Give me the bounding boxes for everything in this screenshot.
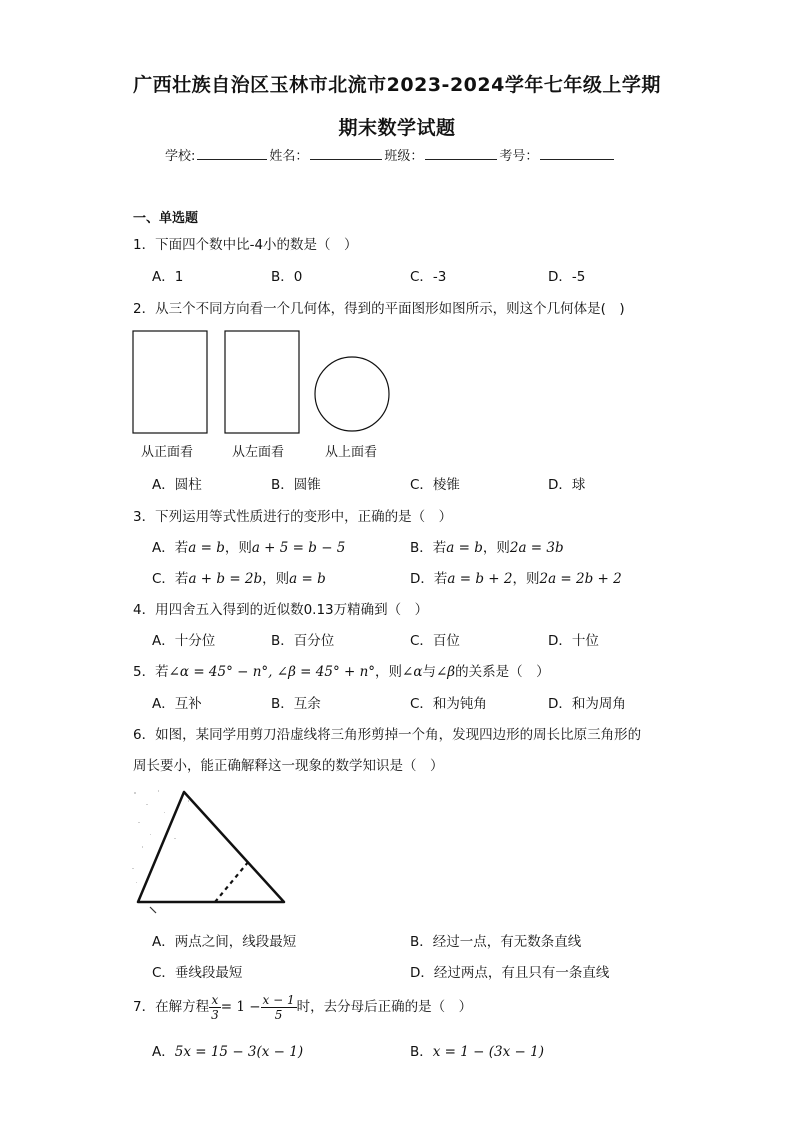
q7-suffix: 时，去分母后正确的是（ ） [296,999,473,1015]
student-info-line [165,145,616,164]
q3-c-math1: a + b = 2b [188,571,263,587]
name-field[interactable] [310,146,382,160]
q1-option-a[interactable]: A．1 [152,269,184,285]
q3-c-math2: a = b [289,571,326,587]
q4-option-d[interactable]: D．十位 [548,633,599,649]
q5-alpha: ∠α [402,664,423,680]
q5-and: 与 [422,664,436,680]
front-view-label: 从正面看 [141,445,194,460]
school-label: 学校: [165,149,196,164]
school-field[interactable] [197,146,267,160]
q4-option-c[interactable]: C．百位 [410,633,460,649]
q5-option-d[interactable]: D．和为周角 [548,696,626,712]
q2-option-b[interactable]: B．圆锥 [271,477,321,493]
q5-suffix: 的关系是（ ） [455,664,550,680]
q7-f2-denominator: 5 [274,1007,283,1022]
scan-noise [132,790,189,883]
question-6-stem-line1: 6．如图，某同学用剪刀沿虚线将三角形剪掉一个角，发现四边形的周长比原三角形的 [133,727,642,743]
cut-dashed-line [215,861,249,902]
exam-no-field[interactable] [540,146,614,160]
q7-f1-numerator: x [209,993,221,1008]
q3-a-math1: a = b [188,540,225,556]
q7-b-prefix: B． [410,1044,433,1060]
q7-fraction-2 [261,993,297,1022]
q3-b-math2: 2a = 3b [509,540,564,556]
q5-math: ∠α = 45° − n°, ∠β = 45° + n° [168,664,376,680]
q7-fraction-1 [209,993,221,1022]
q1-option-b[interactable]: B．0 [271,269,303,285]
three-view-figure [130,328,395,438]
q6-option-a[interactable]: A．两点之间，线段最短 [152,934,297,950]
exam-no-label: 考号： [499,149,539,164]
q7-option-a[interactable] [152,1040,303,1060]
q5-mid: ，则 [375,664,403,680]
q7-f2-numerator: x − 1 [262,992,295,1007]
q3-b-prefix: B．若 [410,540,447,556]
q3-option-d[interactable] [410,567,622,587]
q4-option-b[interactable]: B．百分位 [271,633,335,649]
q5-prefix: 5．若 [133,664,169,680]
class-field[interactable] [425,146,497,160]
q7-f1-denominator: 3 [211,1007,219,1022]
q4-option-a[interactable]: A．十分位 [152,633,216,649]
q1-option-d[interactable]: D．-5 [548,269,586,285]
corner-mark [150,907,156,913]
q7-option-b[interactable] [410,1040,544,1060]
q5-option-c[interactable]: C．和为钝角 [410,696,487,712]
q3-a-mid: ，则 [224,540,252,556]
q6-option-c[interactable]: C．垂线段最短 [152,965,243,981]
q7-prefix: 7．在解方程 [133,999,210,1015]
section-heading: 一、单选题 [133,211,199,226]
q1-option-c[interactable]: C．-3 [410,269,447,285]
question-6-stem-line2: 周长要小，能正确解释这一现象的数学知识是（ ） [133,758,444,774]
left-view-label: 从左面看 [232,445,285,460]
q3-option-c[interactable] [152,567,326,587]
triangle-shape [138,792,284,902]
left-view-rect [225,331,299,433]
page-title-line2: 期末数学试题 [338,117,456,139]
q3-option-a[interactable] [152,536,345,556]
q3-b-math1: a = b [446,540,483,556]
q7-b-math: x = 1 − (3x − 1) [432,1044,544,1060]
q3-a-prefix: A．若 [152,540,189,556]
question-4-stem: 4．用四舍五入得到的近似数0.13万精确到（ ） [133,602,429,618]
q3-d-prefix: D．若 [410,571,448,587]
q3-a-math2: a + 5 = b − 5 [251,540,346,556]
q3-option-b[interactable] [410,536,564,556]
question-7-stem [133,990,472,1024]
question-2-stem: 2．从三个不同方向看一个几何体，得到的平面图形如图所示，则这个几何体是( ) [133,301,625,317]
q3-c-prefix: C．若 [152,571,189,587]
q5-beta: ∠β [435,664,456,680]
q6-option-d[interactable]: D．经过两点，有且只有一条直线 [410,965,610,981]
q2-option-a[interactable]: A．圆柱 [152,477,202,493]
class-label: 班级： [384,149,424,164]
triangle-cut-figure [128,782,298,918]
top-view-circle [315,357,389,431]
q7-a-prefix: A． [152,1044,175,1060]
q6-option-b[interactable]: B．经过一点，有无数条直线 [410,934,582,950]
front-view-rect [133,331,207,433]
q3-c-mid: ，则 [262,571,290,587]
question-3-stem: 3．下列运用等式性质进行的变形中，正确的是（ ） [133,509,453,525]
q7-a-math: 5x = 15 − 3(x − 1) [174,1044,304,1060]
q3-b-mid: ，则 [482,540,510,556]
q7-equals: = 1 − [220,999,261,1015]
q3-d-mid: ，则 [512,571,540,587]
q5-option-b[interactable]: B．互余 [271,696,321,712]
question-5-stem [133,660,550,680]
q3-d-math1: a = b + 2 [447,571,513,587]
q2-option-c[interactable]: C．棱锥 [410,477,460,493]
q2-option-d[interactable]: D．球 [548,477,586,493]
q5-option-a[interactable]: A．互补 [152,696,202,712]
q3-d-math2: 2a = 2b + 2 [539,571,622,587]
top-view-label: 从上面看 [325,445,378,460]
name-label: 姓名： [269,149,309,164]
page-title-line1: 广西壮族自治区玉林市北流市2023-2024学年七年级上学期 [133,74,661,96]
question-1-stem: 1．下面四个数中比-4小的数是（ ） [133,237,358,253]
